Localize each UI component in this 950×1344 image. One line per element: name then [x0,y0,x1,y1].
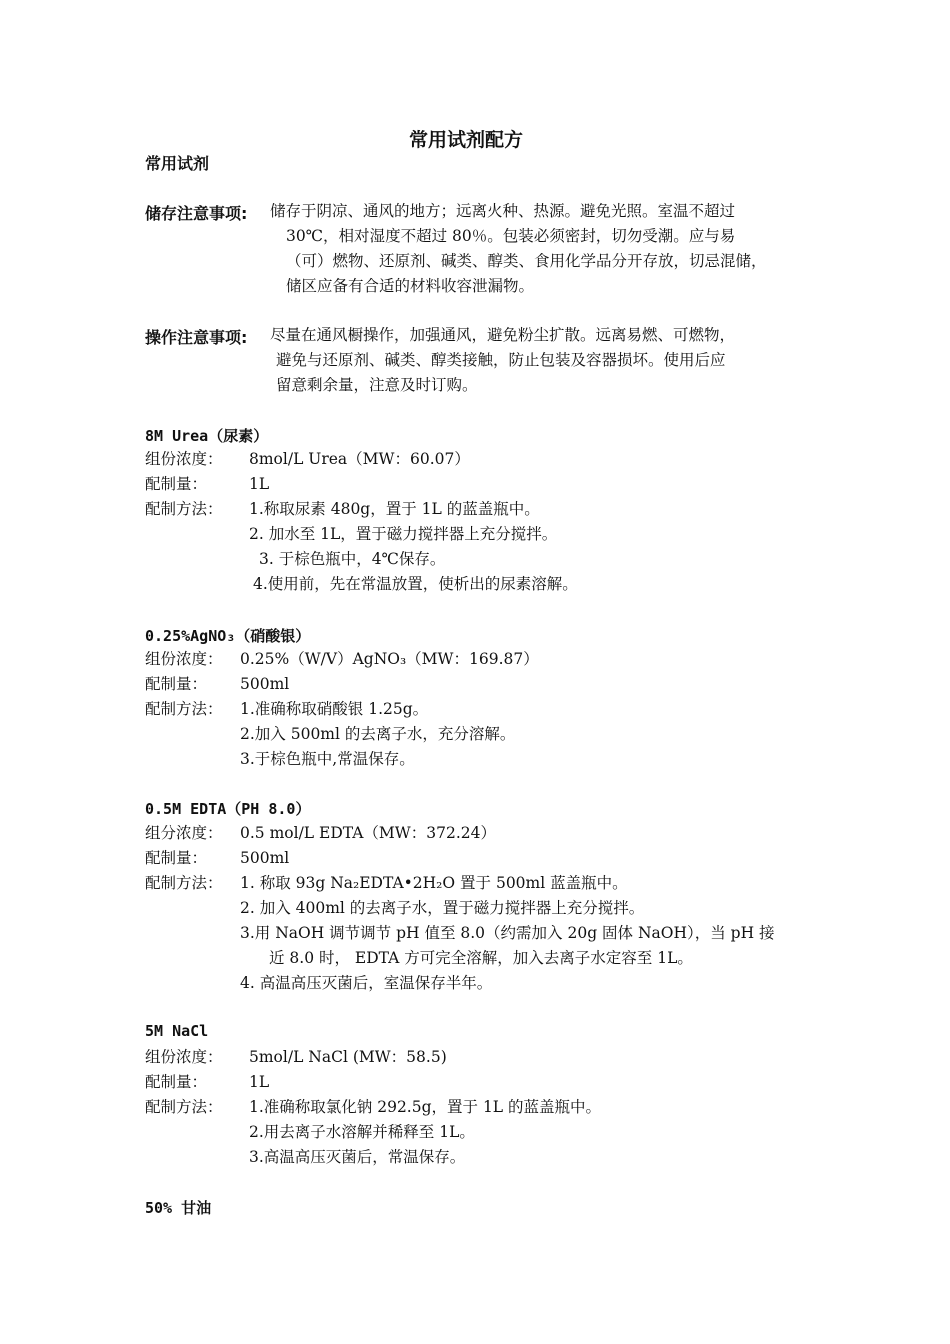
recipe-label: 组份浓度： [145,450,223,468]
recipe-value: 5mol/L NaCl (MW：58.5) [249,1048,447,1066]
recipe-value: 0.5 mol/L EDTA（MW：372.24） [240,824,496,842]
recipe-label: 配制量： [145,675,208,693]
recipe-label: 配制方法： [145,874,223,892]
operation-label: 操作注意事项: [145,328,248,347]
recipe-label: 配制方法： [145,700,223,718]
recipe-value: 500ml [240,849,290,867]
section-heading: 常用试剂 [145,154,210,173]
recipe-step: 2. 加入 400ml 的去离子水，置于磁力搅拌器上充分搅拌。 [240,899,645,917]
storage-line-3: （可）燃物、还原剂、碱类、醇类、食用化学品分开存放，切忌混储， [286,252,767,270]
recipe-step: 4.使用前，先在常温放置，使析出的尿素溶解。 [253,575,578,593]
recipe-label: 组份浓度： [145,1048,223,1066]
recipe-step: 4. 高温高压灭菌后，室温保存半年。 [240,974,493,992]
recipe-value: 8mol/L Urea（MW：60.07） [249,450,470,468]
recipe-step: 3.用 NaOH 调节调节 pH 值至 8.0（约需加入 20g 固体 NaOH），当 pH 接 [240,924,775,942]
recipe-step: 1.准确称取硝酸银 1.25g。 [240,700,429,718]
recipe-label: 配制量： [145,849,208,867]
recipe-heading-edta: 0.5M EDTA（PH 8.0） [145,800,311,818]
operation-line-3: 留意剩余量，注意及时订购。 [276,376,478,394]
storage-label: 储存注意事项: [145,204,248,223]
operation-line-1: 尽量在通风橱操作，加强通风，避免粉尘扩散。远离易燃、可燃物， [270,326,736,344]
recipe-label: 配制方法： [145,500,223,518]
recipe-step: 近 8.0 时， EDTA 方可完全溶解，加入去离子水定容至 1L。 [269,949,693,967]
recipe-label: 配制量： [145,1073,208,1091]
storage-line-1: 储存于阴凉、通风的地方；远离火种、热源。避免光照。室温不超过 [270,202,736,220]
storage-line-4: 储区应备有合适的材料收容泄漏物。 [286,277,535,295]
recipe-value: 500ml [240,675,290,693]
recipe-value: 1L [249,1073,270,1091]
recipe-heading-nacl: 5M NaCl [145,1022,209,1040]
recipe-value: 0.25%（W/V）AgNO₃（MW：169.87） [240,650,539,668]
recipe-step: 2. 加水至 1L，置于磁力搅拌器上充分搅拌。 [249,525,558,543]
recipe-step: 3. 于棕色瓶中，4℃保存。 [259,550,446,568]
recipe-heading-urea: 8M Urea（尿素） [145,427,269,445]
recipe-label: 组分浓度： [145,824,223,842]
recipe-label: 配制量： [145,475,208,493]
operation-line-2: 避免与还原剂、碱类、醇类接触，防止包装及容器损坏。使用后应 [276,351,726,369]
page-title: 常用试剂配方 [409,129,524,151]
recipe-step: 3.高温高压灭菌后，常温保存。 [249,1148,466,1166]
recipe-label: 配制方法： [145,1098,223,1116]
recipe-heading-glycerol: 50% 甘油 [145,1199,212,1217]
recipe-label: 组份浓度： [145,650,223,668]
recipe-step: 2.加入 500ml 的去离子水，充分溶解。 [240,725,516,743]
recipe-value: 1L [249,475,270,493]
storage-line-2: 30℃，相对湿度不超过 80％。包装必须密封，切勿受潮。应与易 [286,227,736,245]
recipe-step: 3.于棕色瓶中,常温保存。 [240,750,415,768]
recipe-step: 1. 称取 93g Na₂EDTA•2H₂O 置于 500ml 蓝盖瓶中。 [240,874,628,892]
recipe-step: 1.称取尿素 480g，置于 1L 的蓝盖瓶中。 [249,500,540,518]
recipe-step: 2.用去离子水溶解并稀释至 1L。 [249,1123,475,1141]
recipe-heading-agno3: 0.25%AgNO₃（硝酸银） [145,627,311,645]
recipe-step: 1.准确称取氯化钠 292.5g，置于 1L 的蓝盖瓶中。 [249,1098,602,1116]
